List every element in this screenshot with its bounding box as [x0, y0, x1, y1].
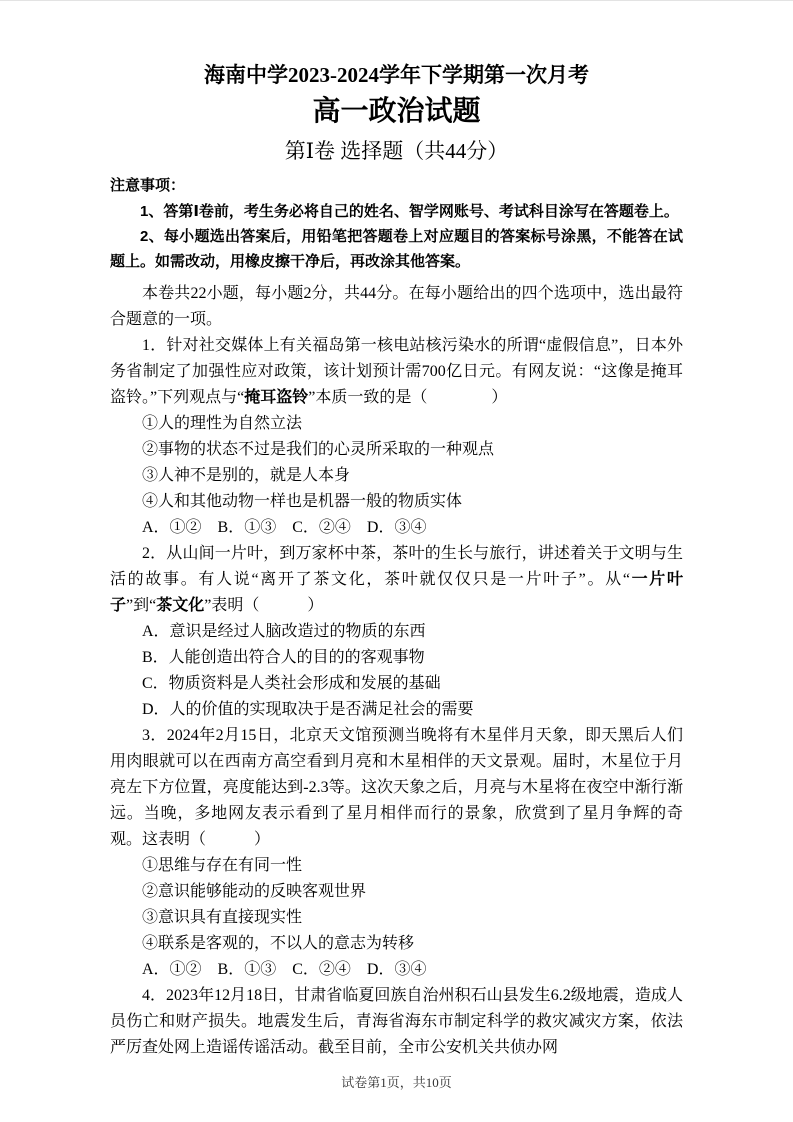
- question-3-statement-3: ③意识具有直接现实性: [142, 909, 303, 926]
- notice-heading: 注意事项：: [110, 177, 186, 194]
- section-heading: 第Ⅰ卷 选择题（共44分）: [284, 139, 509, 163]
- question-3-statement-1: ①思维与存在有同一性: [142, 857, 303, 874]
- notice-item-1: 1、答第Ⅰ卷前，考生务必将自己的姓名、智学网账号、考试科目涂写在答题卷上。: [140, 203, 679, 220]
- question-1-statement-2: ②事物的状态不过是我们的心灵所采取的一种观点: [142, 441, 495, 458]
- question-2-choice-b: B．人能创造出符合人的目的的客观事物: [142, 649, 425, 666]
- stem-text: 2．从山间一片叶，到万家杯中茶，茶叶的生长与旅行，讲述着关于文明与生活的故事。有人说“离开了茶文化，茶叶就仅仅只是一片叶子”。从“: [110, 545, 683, 588]
- question-3-statement-2: ②意识能够能动的反映客观世界: [142, 883, 367, 900]
- question-1: [110, 333, 683, 541]
- question-1-statement-4: ④人和其他动物一样也是机器一般的物质实体: [142, 493, 463, 510]
- question-3-choices: A．①② B．①③ C．②④ D．③④: [142, 961, 427, 978]
- stem-text: 3．2024年2月15日，北京天文馆预测当晚将有木星伴月天象，即天黑后人们用肉眼就可以在西南方高空看到月亮和木星相伴的天文景观。届时，木星位于月亮左下方位置，亮度能达到-2.3等。这次天象之后，月亮与木星将在夜空中渐行渐远。当晚，多地网友表示看到了星月相伴而行的景象，欣赏到了星月争辉的奇观。这表明（ ）: [110, 727, 683, 848]
- question-1-choices: A．①② B．①③ C．②④ D．③④: [142, 519, 427, 536]
- question-3-stem: [110, 723, 683, 853]
- notice-item-2: 2、每小题选出答案后，用铅笔把答题卷上对应题目的答案标号涂黑，不能答在试题上。如需改动，用橡皮擦干净后，再改涂其他答案。: [110, 228, 683, 270]
- stem-text: ”本质一致的是（ ）: [308, 389, 508, 406]
- question-2-choice-d: D．人的价值的实现取决于是否满足社会的需要: [142, 701, 474, 718]
- question-2: [110, 541, 683, 723]
- exam-header: [110, 59, 683, 169]
- question-2-choice-c: C．物质资料是人类社会形成和发展的基础: [142, 675, 441, 692]
- page-footer: 试卷第1页，共10页: [341, 1075, 452, 1090]
- stem-emphasis: 掩耳盗铃: [244, 389, 309, 406]
- exam-subtitle: 高一政治试题: [312, 96, 481, 127]
- question-3-statement-4: ④联系是客观的，不以人的意志为转移: [142, 935, 415, 952]
- stem-text: ”表明（ ）: [204, 597, 324, 614]
- question-4: [110, 983, 683, 1061]
- stem-text: 1．针对社交媒体上有关福岛第一核电站核污染水的所谓“虚假信息”，日本外务省制定了加强性应对政策，该计划预计需700亿日元。有网友说：“这像是掩耳盗铃。”下列观点与“: [110, 337, 683, 406]
- question-2-choice-a: A．意识是经过人脑改造过的物质的东西: [142, 623, 426, 640]
- question-1-statement-1: ①人的理性为自然立法: [142, 415, 303, 432]
- stem-emphasis: 茶文化: [156, 597, 205, 614]
- exam-title: 海南中学2023-2024学年下学期第一次月考: [204, 63, 589, 87]
- stem-text: 4．2023年12月18日，甘肃省临夏回族自治州积石山县发生6.2级地震，造成人员伤亡和财产损失。地震发生后，青海省海东市制定科学的救灾减灾方案，依法严厉查处网上造谣传谣活动。截至目前，全市公安机关共侦办网: [110, 987, 683, 1056]
- stem-text: ”到“: [126, 597, 157, 614]
- exam-instructions: 本卷共22小题，每小题2分，共44分。在每小题给出的四个选项中，选出最符合题意的一项。: [110, 285, 683, 328]
- question-4-stem: [110, 983, 683, 1061]
- stem-emphasis: 一片叶子: [110, 571, 683, 614]
- notice-block: [110, 173, 683, 274]
- question-1-stem: [110, 333, 683, 411]
- question-1-statement-3: ③人神不是别的，就是人本身: [142, 467, 351, 484]
- question-3: [110, 723, 683, 983]
- question-2-stem: [110, 541, 683, 619]
